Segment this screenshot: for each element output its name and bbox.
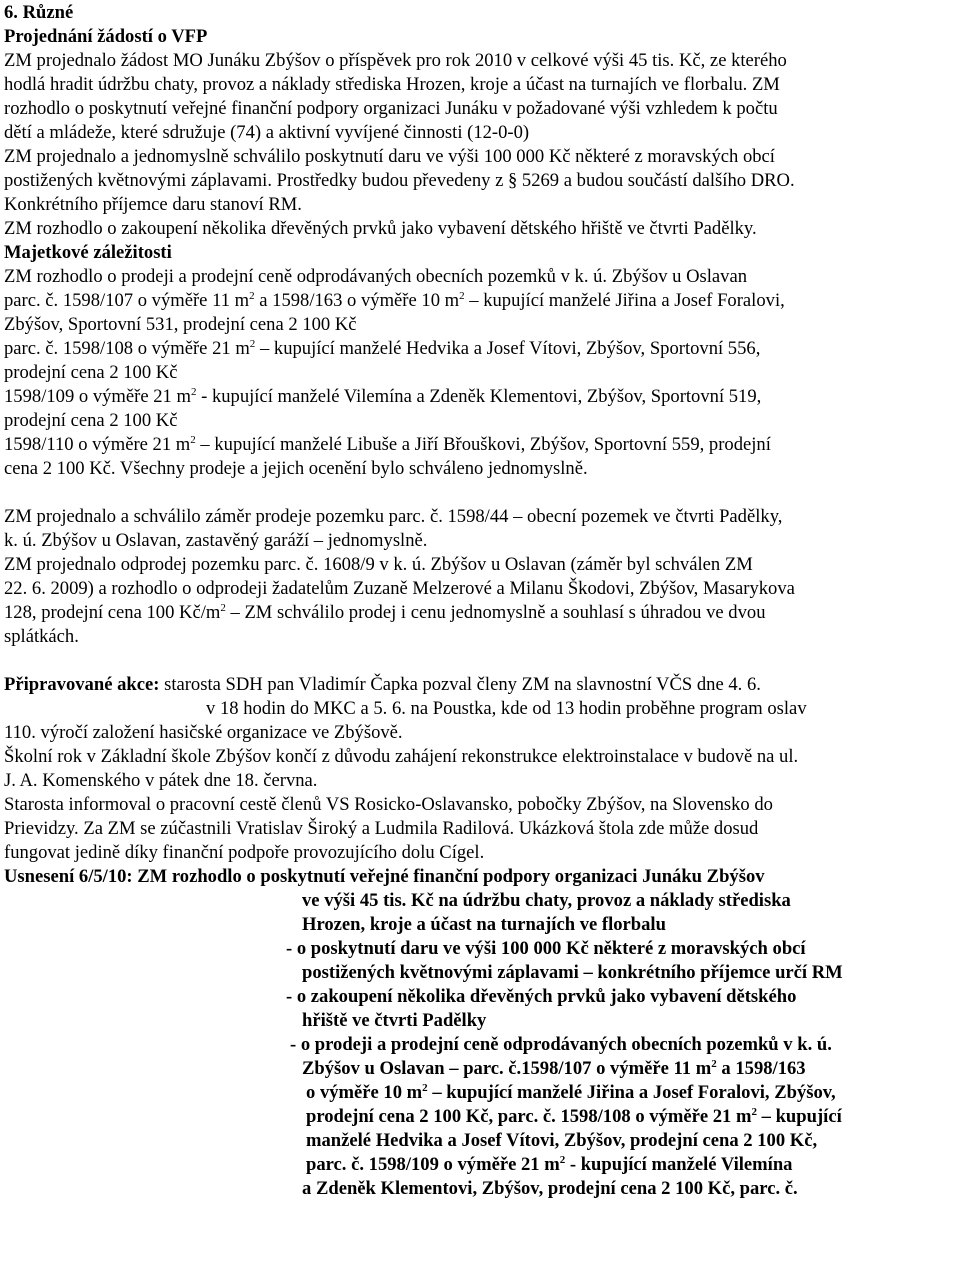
text-line: prodejní cena 2 100 Kč <box>4 362 178 383</box>
text-line: Starosta informoval o pracovní cestě členů VS Rosicko-Oslavansko, pobočky Zbýšov, na Slovensko do <box>4 794 773 815</box>
text-line: J. A. Komenského v pátek dne 18. června. <box>4 770 318 791</box>
resolution-line: postižených květnovými záplavami – konkrétního příjemce určí RM <box>302 962 843 983</box>
text-line: parc. č. 1598/107 o výměře 11 $m^2$ a 1598/163 o výměře 10 $m^2$ – kupující manželé Jiřina a Josef Foralovi, <box>4 290 785 311</box>
text-line: ZM rozhodlo o prodeji a prodejní ceně odprodávaných obecních pozemků v k. ú. Zbýšov u Oslavan <box>4 266 748 287</box>
text-line: hodlá hradit údržbu chaty, provoz a náklady střediska Hrozen, kroje a účast na turnajích ve florbalu. ZM <box>4 74 780 95</box>
text-line: ZM projednalo a jednomyslně schválilo poskytnutí daru ve výši 100 000 Kč některé z moravských obcí <box>4 146 775 167</box>
resolution-line: - o prodeji a prodejní ceně odprodávaných obecních pozemků v k. ú. <box>290 1034 832 1055</box>
resolution-line: Hrozen, kroje a účast na turnajích ve florbalu <box>302 914 666 935</box>
text-line: splátkách. <box>4 626 79 647</box>
text-line: 22. 6. 2009) a rozhodlo o odprodeji žadatelům Zuzaně Melzerové a Milanu Škodovi, Zbýšov, Masarykova <box>4 578 795 599</box>
subsection-heading: Majetkové záležitosti <box>4 242 172 263</box>
text-line: Prievidzy. Za ZM se zúčastnili Vratislav Široký a Ludmila Radilová. Ukázková štola zde může dosud <box>4 818 759 839</box>
text-line: v 18 hodin do MKC a 5. 6. na Poustka, kde od 13 hodin proběhne program oslav <box>206 698 807 719</box>
text-line: cena 2 100 Kč. Všechny prodeje a jejich ocenění bylo schváleno jednomyslně. <box>4 458 588 479</box>
text-line: rozhodlo o poskytnutí veřejné finanční podpory organizaci Junáku v požadované výši vzhledem k počtu <box>4 98 778 119</box>
subsection-heading: Projednání žádostí o VFP <box>4 26 208 47</box>
text-line: 128, prodejní cena 100 $Kč/m^2$ – ZM schválilo prodej i cenu jednomyslně a souhlasí s úhradou ve dvou <box>4 602 766 623</box>
text-line: postižených květnovými záplavami. Prostředky budou převedeny z § 5269 a budou součástí dalšího DRO. <box>4 170 795 191</box>
text-line: prodejní cena 2 100 Kč <box>4 410 178 431</box>
resolution-line: Zbýšov u Oslavan – parc. č.1598/107 o výměře 11 $m^2$ a 1598/163 <box>302 1058 806 1079</box>
resolution-line: - o zakoupení několika dřevěných prvků jako vybavení dětského <box>286 986 797 1007</box>
resolution-line: o výměře 10 $m^2$ – kupující manželé Jiřina a Josef Foralovi, Zbýšov, <box>306 1082 836 1103</box>
text-line: ZM projednalo odprodej pozemku parc. č. 1608/9 v k. ú. Zbýšov u Oslavan (záměr byl schválen ZM <box>4 554 753 575</box>
events-heading: Připravované akce: <box>4 674 160 695</box>
resolution-line: a Zdeněk Klementovi, Zbýšov, prodejní cena 2 100 Kč, parc. č. <box>302 1178 798 1199</box>
text-line: Připravované akce: starosta SDH pan Vladimír Čapka pozval členy ZM na slavnostní VČS dne 4. 6. <box>4 674 761 695</box>
text-line: Zbýšov, Sportovní 531, prodejní cena 2 100 Kč <box>4 314 357 335</box>
resolution-line: - o poskytnutí daru ve výši 100 000 Kč některé z moravských obcí <box>286 938 806 959</box>
resolution-line: prodejní cena 2 100 Kč, parc. č. 1598/108 o výměře 21 $m^2$ – kupující <box>306 1106 842 1127</box>
text-line: parc. č. 1598/108 o výměře 21 $m^2$ – kupující manželé Hedvika a Josef Vítovi, Zbýšov, Sportovní 556, <box>4 338 761 359</box>
resolution-line: hřiště ve čtvrti Padělky <box>302 1010 487 1031</box>
text-line: 1598/110 o výměre 21 $m^2$ – kupující manželé Libuše a Jiří Břouškovi, Zbýšov, Sportovní 559, prodejní <box>4 434 771 455</box>
resolution-line: manželé Hedvika a Josef Vítovi, Zbýšov, prodejní cena 2 100 Kč, <box>306 1130 818 1151</box>
text-line: fungovat jedině díky finanční podpoře provozujícího dolu Cígel. <box>4 842 485 863</box>
resolution-line: ve výši 45 tis. Kč na údržbu chaty, provoz a náklady střediska <box>302 890 791 911</box>
resolution-heading: Usnesení 6/5/10: ZM rozhodlo o poskytnutí veřejné finanční podpory organizaci Junáku Zbýšov <box>4 866 765 887</box>
section-heading: 6. Různé <box>4 2 74 23</box>
text-line: Konkrétního příjemce daru stanoví RM. <box>4 194 302 215</box>
text-line: 110. výročí založení hasičské organizace ve Zbýšově. <box>4 722 403 743</box>
text-line: Školní rok v Základní škole Zbýšov končí z důvodu zahájení rekonstrukce elektroinstalace v budově na ul. <box>4 746 799 767</box>
text-line: 1598/109 o výměře 21 $m^2$ - kupující manželé Vilemína a Zdeněk Klementovi, Zbýšov, Sportovní 519, <box>4 386 762 407</box>
text-line: ZM rozhodlo o zakoupení několika dřevěných prvků jako vybavení dětského hřiště ve čtvrti Padělky. <box>4 218 757 239</box>
text-line: k. ú. Zbýšov u Oslavan, zastavěný garáží – jednomyslně. <box>4 530 428 551</box>
text-line: ZM projednalo žádost MO Junáku Zbýšov o příspěvek pro rok 2010 v celkové výši 45 tis. Kč, ze kterého <box>4 50 787 71</box>
text-line: dětí a mládeže, které sdružuje (74) a aktivní vyvíjené činnosti (12-0-0) <box>4 122 530 143</box>
resolution-line: parc. č. 1598/109 o výměře 21 $m^2$ - kupující manželé Vilemína <box>306 1154 793 1175</box>
text-line: ZM projednalo a schválilo záměr prodeje pozemku parc. č. 1598/44 – obecní pozemek ve čtvrti Padělky, <box>4 506 783 527</box>
